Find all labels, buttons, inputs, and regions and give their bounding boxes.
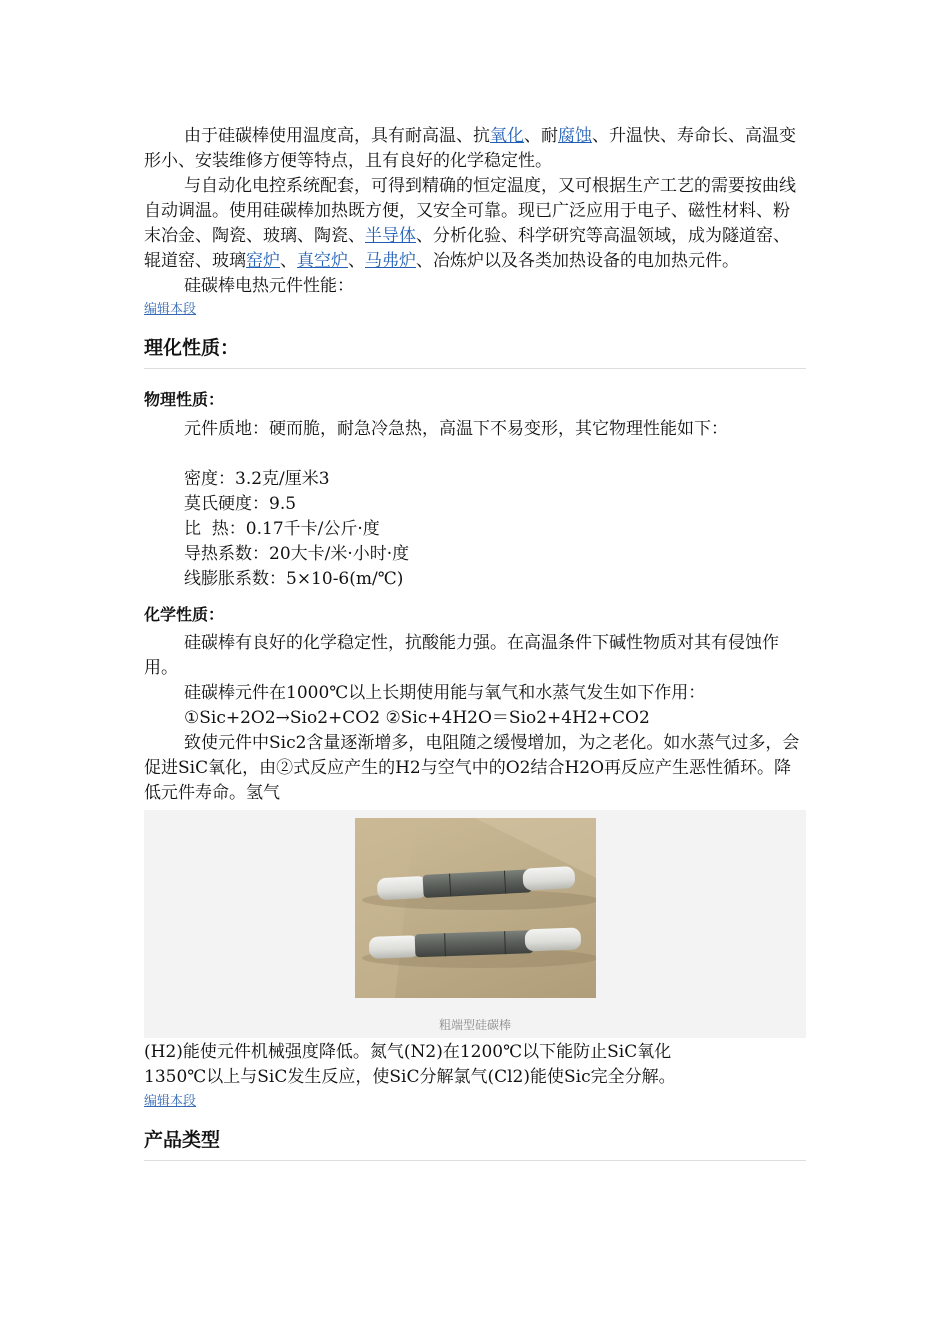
figure-caption: 粗端型硅碳棒 [438, 1018, 511, 1032]
text-run: 、冶炼炉以及各类加热设备的电加热元件。 [416, 251, 739, 271]
chemical-paragraph-3: 致使元件中Sic2含量逐渐增多，电阻随之缓慢增加，为之老化。如水蒸气过多，会促进SiC氧化，由②式反应产生的H2与空气中的O2结合H2O再反应产生恶性循环。降低元件寿命。氢气 [144, 733, 800, 803]
section-heading-product-types: 产品类型 [144, 1125, 806, 1161]
link-vacuum-furnace[interactable]: 真空炉 [297, 251, 348, 271]
rods-illustration [355, 818, 596, 998]
text-run: 、升温快、寿命长、高温变形小、安装维修方便等特点，且有良好的化学稳定性。 [144, 126, 796, 171]
property-specific-heat: 比 热：0.17千卡/公斤·度 [184, 519, 380, 539]
subheading-chemical: 化学性质： [144, 605, 225, 624]
intro-paragraph-3: 硅碳棒电热元件性能： [184, 276, 354, 296]
subheading-physical: 物理性质： [144, 390, 225, 409]
text-run: 、 [348, 251, 365, 271]
chemical-paragraph-4-line-2: 1350℃以上与SiC发生反应，使SiC分解氯气(Cl2)能使Sic完全分解。 [144, 1067, 676, 1087]
chemical-paragraph-1: 硅碳棒有良好的化学稳定性，抗酸能力强。在高温条件下碱性物质对其有侵蚀作用。 [144, 633, 779, 678]
text-run: 由于硅碳棒使用温度高，具有耐高温、抗 [184, 126, 490, 146]
link-muffle-furnace[interactable]: 马弗炉 [365, 251, 416, 271]
edit-section-link[interactable]: 编辑本段 [144, 1094, 197, 1109]
chemical-paragraph-4-line-1: (H2)能使元件机械强度降低。氮气(N2)在1200℃以下能防止SiC氧化 [144, 1042, 672, 1062]
link-oxidation[interactable]: 氧化 [490, 126, 524, 146]
silicon-carbide-rods-photo [355, 818, 596, 998]
property-hardness: 莫氏硬度：9.5 [184, 494, 297, 514]
link-kiln[interactable]: 窑炉 [246, 251, 280, 271]
chemical-paragraph-2: 硅碳棒元件在1000℃以上长期使用能与氧气和水蒸气发生如下作用： [184, 683, 706, 703]
property-thermal-conductivity: 导热系数：20大卡/米·小时·度 [184, 544, 410, 564]
text-run: 、分析化验、科学研究等高温领域，成为隧道窑、辊道窑、玻璃 [144, 226, 790, 271]
link-semiconductor[interactable]: 半导体 [365, 226, 416, 246]
edit-section-link[interactable]: 编辑本段 [144, 302, 197, 317]
intro-paragraph-1 [144, 124, 806, 174]
article-content [144, 124, 806, 1161]
property-density: 密度：3.2克/厘米3 [184, 469, 330, 489]
chemical-equations: ①Sic+2O2→Sio2+CO2 ②Sic+4H2O＝Sio2+4H2+CO2 [184, 708, 650, 728]
text-run: 、耐 [524, 126, 558, 146]
physical-description: 元件质地：硬而脆，耐急冷急热，高温下不易变形，其它物理性能如下： [184, 419, 728, 439]
link-corrosion[interactable]: 腐蚀 [558, 126, 592, 146]
text-run: 、 [280, 251, 297, 271]
intro-paragraph-2 [144, 174, 806, 274]
property-linear-expansion: 线膨胀系数：5×10-6(m/℃) [184, 569, 404, 589]
section-heading-physicochemical: 理化性质： [144, 333, 806, 369]
product-figure [144, 810, 806, 1038]
text-run: 与自动化电控系统配套，可得到精确的恒定温度，又可根据生产工艺的需要按曲线自动调温。使用硅碳棒加热既方便，又安全可靠。现已广泛应用于电子、磁性材料、粉末冶金、陶瓷、玻璃、陶瓷、 [144, 176, 796, 246]
